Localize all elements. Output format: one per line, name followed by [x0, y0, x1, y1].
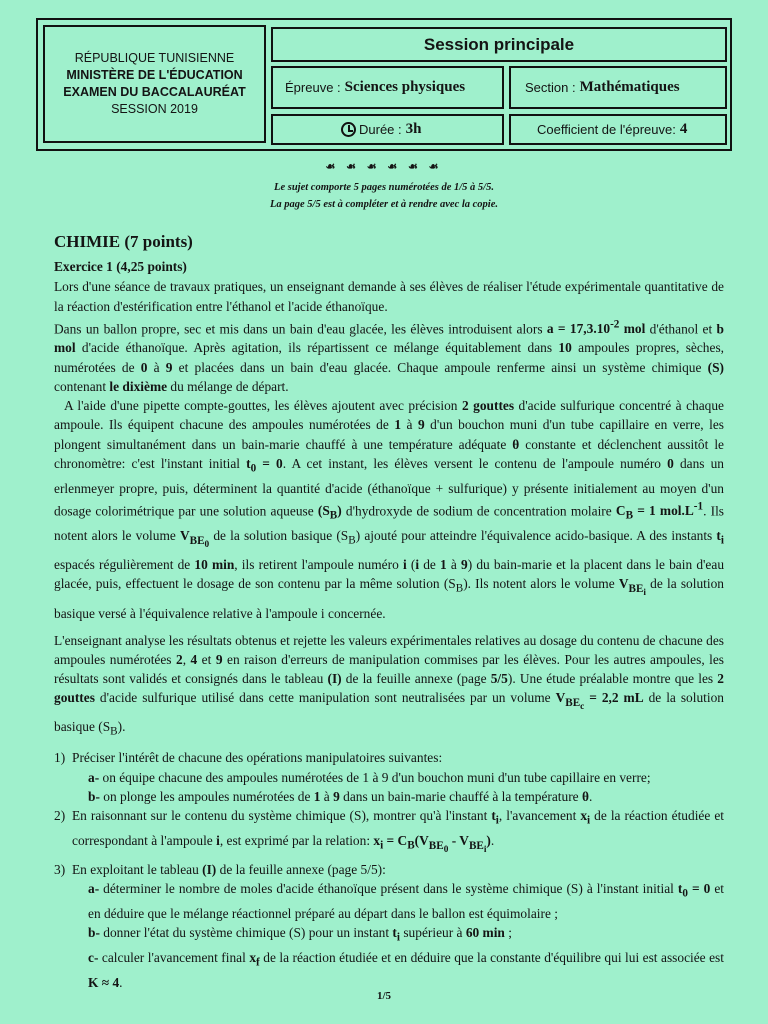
question-3: 3) En exploitant le tableau (I) de la feuille annexe (page 5/5): a- déterminer le nombre de moles d'acide éthanoïque présent dans le système chimique (S) à l'instant initial $t_0 = 0$ et en déduire que le mélange réactionnel préparé au départ dans le ballon est équimolaire ; b- donner l'état du système chimique (S) pour un instant $t_i$ supérieur à 60 min ; c- calculer l'avancement final $x_f$ de la réaction étudiée et en déduire que la constante d'équilibre qui lui est associée est K ≈ 4. [54, 860, 724, 992]
question-3b: b- donner l'état du système chimique (S) pour un instant $t_i$ supérieur à 60 min ; [88, 925, 512, 944]
question-2: 2) En raisonnant sur le contenu du système chimique (S), montrer qu'à l'instant $t_i$, l'avancement $x_i$ de la réaction étudiée et correspondant à l'ampoule i, est exprimé par la relation: $x_i = C_B(V_{BE_0} - V_{BE_i})$. [54, 807, 724, 855]
ornament-row: ☙ ☙ ☙ ☙ ☙ ☙ [325, 161, 443, 173]
question-3c: c- calculer l'avancement final $x_f$ de la réaction étudiée et en déduire que la constante d'équilibre qui lui est associée est K ≈ 4. [88, 950, 724, 990]
epreuve-box [271, 66, 504, 109]
intro-paragraph: Lors d'une séance de travaux pratiques, un enseignant demande à ses élèves de réaliser l'étude expérimentale quantitative de la réaction d'estérification entre l'éthanol et l'acide éthanoïque. [54, 279, 724, 314]
notice-pages: Le sujet comporte 5 pages numérotées de 1/5 à 5/5. [274, 182, 494, 193]
setup-paragraph: Dans un ballon propre, sec et mis dans un bain d'eau glacée, les élèves introduisent alors $a = 17,3.10^{-2}$ mol d'éthanol et b mol d'acide éthanoïque. Après agitation, ils répartissent ce mélange équitablement dans 10 ampoules propres, sèches, numérotées de 0 à 9 et placées dans un bain d'eau glacée. Chaque ampoule renferme ainsi un système chimique (S) contenant le dixième du mélange de départ. [54, 318, 725, 394]
section-box [509, 66, 727, 109]
duree-label: Durée : [359, 122, 402, 137]
question-1: 1) Préciser l'intérêt de chacune des opérations manipulatoires suivantes: a- on équipe chacune des ampoules numérotées de 1 à 9 d'un bouchon muni d'un tube capillaire en verre; b- on plonge les ampoules numérotées de 1 à 9 dans un bain-marie chauffé à la température θ. [54, 748, 724, 806]
chimie-title: CHIMIE (7 points) [54, 232, 193, 251]
question-1a: a- on équipe chacune des ampoules numérotées de 1 à 9 d'un bouchon muni d'un tube capillaire en verre; [88, 769, 651, 785]
section-label: Section : [525, 80, 576, 95]
exercise-title: Exercice 1 (4,25 points) [54, 259, 187, 275]
header-session-year: SESSION 2019 [111, 102, 198, 116]
clock-icon [341, 122, 356, 137]
analysis-paragraph: L'enseignant analyse les résultats obtenus et rejette les valeurs expérimentales relatives au dosage du contenu de chacune des ampoules numérotées 2, 4 et 9 en raison d'erreurs de manipulation commises par les élèves. Pour les autres ampoules, les résultats sont validés et consignés dans le tableau (I) de la feuille annexe (page 5/5). Une étude préalable montre que les 2 gouttes d'acide sulfurique utilisé dans cette manipulation sont neutralisées par un volume $V_{BE_c} = 2,2$ mL de la solution basique $(S_B)$. [54, 632, 725, 739]
coefficient-label: Coefficient de l'épreuve: [537, 122, 676, 137]
questions-list [54, 748, 724, 992]
duree-value: 3h [405, 121, 422, 137]
header-ministry-box [43, 25, 266, 143]
question-3a: a- déterminer le nombre de moles d'acide éthanoïque présent dans le système chimique (S) à l'instant initial $t_0 = 0$ et en déduire que le mélange réactionnel préparé au départ dans le ballon est équimolaire ; [88, 881, 725, 922]
page-number: 1/5 [376, 990, 392, 1002]
exam-content [54, 232, 724, 992]
header-exam: EXAMEN DU BACCALAURÉAT [63, 85, 246, 99]
header-ministry: MINISTÈRE DE L'ÉDUCATION [66, 68, 243, 82]
notice-annex: La page 5/5 est à compléter et à rendre avec la copie. [269, 199, 499, 210]
section-value: Mathématiques [579, 79, 680, 95]
header-republic: RÉPUBLIQUE TUNISIENNE [74, 51, 235, 65]
coefficient-value: 4 [679, 121, 688, 137]
session-title: Session principale [271, 27, 727, 62]
epreuve-value: Sciences physiques [344, 79, 466, 95]
procedure-paragraph: A l'aide d'une pipette compte-gouttes, les élèves ajoutent avec précision 2 gouttes d'acide sulfurique concentré à chaque ampoule. Ils équipent chacune des ampoules numérotées de 1 à 9 d'un bouchon muni d'un tube capillaire en verre, les plongent simultanément dans un bain-marie chauffé à une température adéquate θ constante et déclenchent aussitôt le chronomètre: c'est l'instant initial $t_0 = 0$. A cet instant, les élèves versent le contenu de l'ampoule numéro 0 dans un erlenmeyer propre, puis, déterminent la quantité d'acide (éthanoïque + sulfurique) y présente initialement au moyen d'un dosage colorimétrique par une solution aqueuse $(S_B)$ d'hydroxyde de sodium de concentration molaire $C_B = 1$ $mol.L^{-1}$. Ils notent alors le volume $V_{BE_0}$ de la solution basique $(S_B)$ ajouté pour atteindre l'équivalence acido-basique. A des instants $t_i$ espacés régulièrement de 10 min, ils retirent l'ampoule numéro i (i de 1 à 9) du bain-marie et la placent dans le bain d'eau glacée, puis, effectuent le dosage de son contenu par la même solution $(S_B)$. Ils notent alors le volume $V_{BE_i}$ de la solution basique versé à l'équivalence relative à l'ampoule i concernée. [54, 398, 725, 621]
duree-box [271, 114, 504, 145]
question-1b: b- on plonge les ampoules numérotées de 1 à 9 dans un bain-marie chauffé à la température θ. [88, 788, 593, 804]
coefficient-box [509, 114, 727, 145]
epreuve-label: Épreuve : [285, 80, 341, 95]
